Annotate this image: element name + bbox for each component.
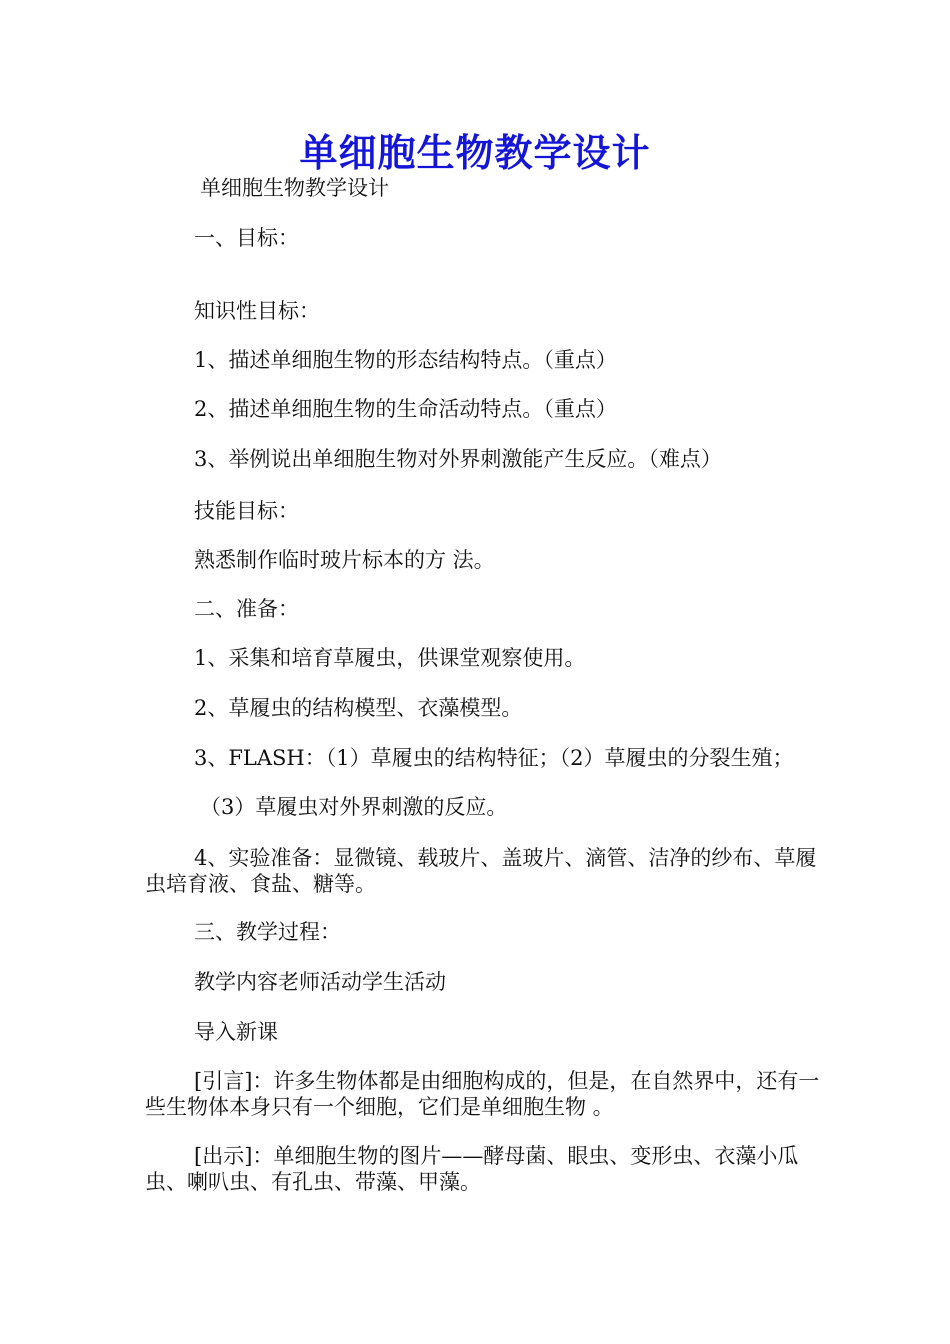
table-header-line: 教学内容老师活动学生活动 <box>194 970 446 994</box>
paragraph: [引言]：许多生物体都是由细胞构成的，但是，在自然界中，还有一些生物体本身只有一个细胞，它们是单细胞生物 。 <box>145 1069 820 1119</box>
list-item: 1、采集和培育草履虫，供课堂观察使用。 <box>194 646 586 670</box>
subheading-skill-goals: 技能目标： <box>194 499 299 523</box>
list-item: 3、FLASH：（1）草履虫的结构特征；（2）草履虫的分裂生殖； <box>194 746 794 770</box>
paragraph: 熟悉制作临时玻片标本的方 法。 <box>194 548 495 572</box>
document-title: 单细胞生物教学设计 <box>299 131 651 175</box>
section-heading-teaching-process: 三、教学过程： <box>194 920 341 944</box>
list-item: 4、实验准备：显微镜、载玻片、盖玻片、滴管、洁净的纱布、草履虫培育液、食盐、糖等。 <box>145 846 817 896</box>
subheading-knowledge-goals: 知识性目标： <box>194 299 320 323</box>
paragraph: 导入新课 <box>194 1020 278 1044</box>
list-item: 3、举例说出单细胞生物对外界刺激能产生反应。（难点） <box>194 447 722 471</box>
list-item: 1、描述单细胞生物的形态结构特点。（重点） <box>194 348 617 372</box>
section-heading-goals: 一、目标： <box>194 226 299 250</box>
section-heading-preparation: 二、准备： <box>194 597 299 621</box>
list-item-continuation: （3）草履虫对外界刺激的反应。 <box>200 795 508 819</box>
paragraph: [出示]：单细胞生物的图片——酵母菌、眼虫、变形虫、衣藻小瓜虫、喇叭虫、有孔虫、带藻、甲藻。 <box>145 1144 799 1194</box>
list-item: 2、描述单细胞生物的生命活动特点。（重点） <box>194 397 617 421</box>
subtitle-line: 单细胞生物教学设计 <box>200 176 389 200</box>
list-item: 2、草履虫的结构模型、衣藻模型。 <box>194 696 523 720</box>
